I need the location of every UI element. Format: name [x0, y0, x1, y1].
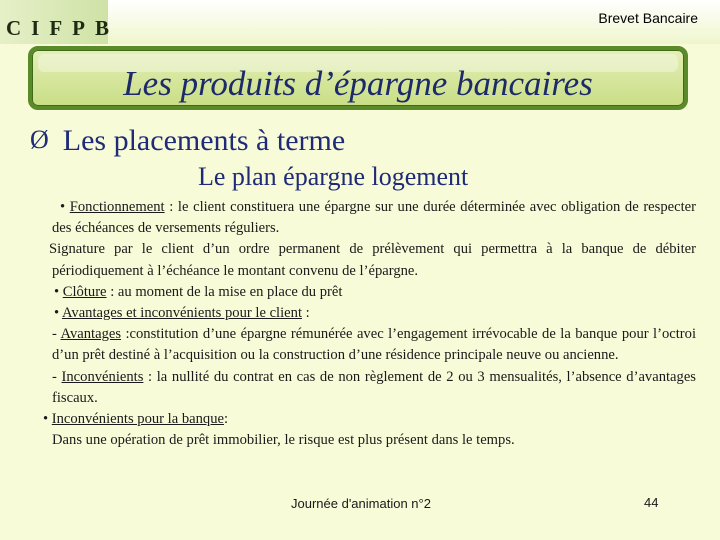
paragraph-text: Signature par le client d’un ordre permanent de prélèvement qui permettra à la banque de débiter périodiquement à l’échéance le montant convenu de l’épargne.: [49, 241, 696, 279]
paragraph-avantages-client: [46, 303, 696, 324]
logo-area: [0, 0, 119, 44]
paragraph-inconvenients: [46, 367, 696, 409]
bullet-icon: •: [54, 305, 60, 322]
bullet-icon: •: [54, 283, 60, 300]
paragraph-fonctionnement: [46, 197, 696, 239]
paragraph-text: : au moment de la mise en place du prêt: [106, 283, 343, 300]
term-label: Inconvénients pour la banque: [51, 411, 224, 428]
bullet-icon: •: [60, 199, 66, 215]
paragraph-text: : le client constituera une épargne sur une durée déterminée avec obligation de respecter des échéances de versements réguliers.: [52, 199, 696, 237]
section-heading-text: Les placements à terme: [62, 124, 346, 157]
term-label: Avantages: [60, 326, 122, 343]
paragraph-text: :constitution d’une épargne rémunérée avec l’engagement irrévocable de la banque pour l’octroi d’un prêt destiné à l’acquisition ou la construction d’une résidence principale neuve ou ancienne.: [52, 326, 696, 364]
arrow-bullet-icon: Ø: [30, 125, 49, 154]
paragraph-cloture: [46, 282, 696, 303]
paragraph-text: : la nullité du contrat en cas de non règlement de 2 ou 3 mensualités, l’absence d’avantages fiscaux.: [52, 368, 696, 406]
cifpb-logo: CIFPB: [6, 16, 119, 40]
term-label: Fonctionnement: [69, 199, 165, 215]
footer-text: Journée d'animation n°2: [291, 496, 431, 511]
paragraph-text: :: [302, 305, 310, 322]
slide-body: [43, 197, 696, 451]
paragraph-signature: [46, 239, 696, 281]
section-heading: [30, 124, 345, 158]
bullet-icon: •: [43, 411, 49, 428]
slide-subtitle: Le plan épargne logement: [198, 162, 469, 191]
dash-bullet: -: [52, 326, 57, 343]
paragraph-avantages: [46, 324, 696, 366]
term-label: Avantages et inconvénients pour le client: [61, 305, 302, 322]
paragraph-pret-immobilier: [46, 430, 696, 451]
paragraph-text: :: [224, 411, 229, 428]
term-label: Inconvénients: [61, 368, 144, 385]
header-label: Brevet Bancaire: [598, 10, 698, 26]
page-number: 44: [644, 495, 659, 510]
term-label: Clôture: [62, 283, 107, 300]
paragraph-text: Dans une opération de prêt immobilier, le risque est plus présent dans le temps.: [52, 432, 515, 449]
paragraph-inconvenients-banque: [43, 409, 696, 430]
slide-title: Les produits d’épargne bancaires: [123, 64, 593, 103]
dash-bullet: -: [52, 368, 57, 385]
title-banner: [28, 46, 688, 110]
